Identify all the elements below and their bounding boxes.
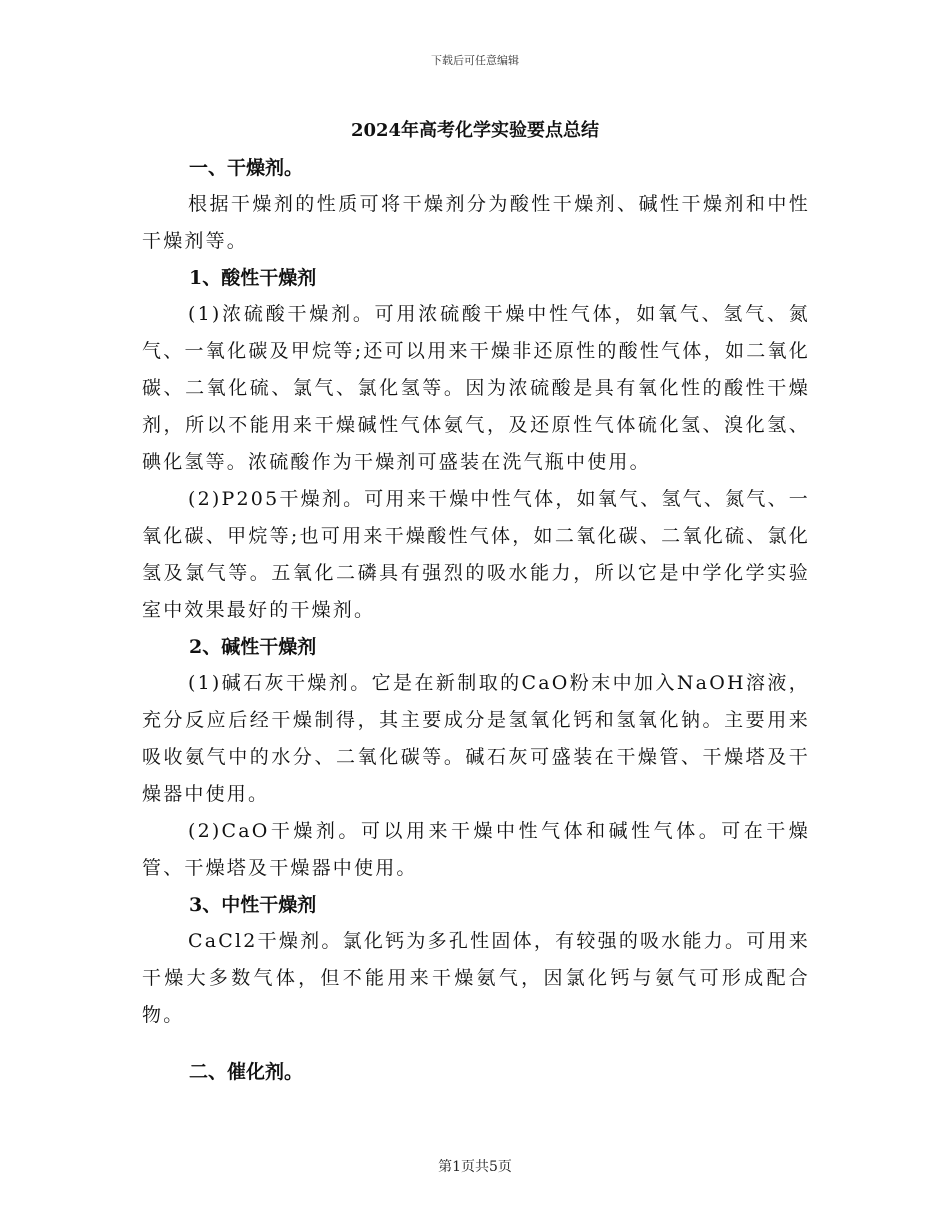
paragraph-desiccant-intro: 根据干燥剂的性质可将干燥剂分为酸性干燥剂、碱性干燥剂和中性干燥剂等。 [142,193,810,252]
paragraph-cacl2: CaCl2干燥剂。氯化钙为多孔性固体，有较强的吸水能力。可用来干燥大多数气体，但不能用来干燥氨气，因氯化钙与氨气可形成配合物。 [142,930,810,1026]
document-body [142,148,810,1090]
paragraph-soda-lime: (1)碱石灰干燥剂。它是在新制取的CaO粉末中加入NaOH溶液，充分反应后经干燥制得，其主要成分是氢氧化钙和氢氧化钠。主要用来吸收氨气中的水分、二氧化碳等。碱石灰可盛装在干燥管、干燥塔及干燥器中使用。 [142,672,810,805]
document-title: 2024年高考化学实验要点总结 [350,120,600,141]
section-heading-catalyst: 二、催化剂。 [189,1061,304,1083]
subheading-neutral-desiccant: 3、中性干燥剂 [189,894,317,916]
section-spacer [142,1034,810,1052]
paragraph-sulfuric-acid: (1)浓硫酸干燥剂。可用浓硫酸干燥中性气体，如氧气、氢气、氮气、一氧化碳及甲烷等;还可以用来干燥非还原性的酸性气体，如二氧化碳、二氧化硫、氯气、氯化氢等。因为浓硫酸是具有氧化性的酸性干燥剂，所以不能用来干燥碱性气体氨气，及还原性气体硫化氢、溴化氢、碘化氢等。浓硫酸作为干燥剂可盛装在洗气瓶中使用。 [142,303,810,473]
subheading-acid-desiccant: 1、酸性干燥剂 [189,267,317,289]
section-heading-desiccant: 一、干燥剂。 [189,157,304,179]
page-header-note: 下载后可任意编辑 [431,54,519,67]
paragraph-cao: (2)CaO干燥剂。可以用来干燥中性气体和碱性气体。可在干燥管、干燥塔及干燥器中使用。 [142,820,810,879]
page-number-footer: 第1页共5页 [438,1159,512,1175]
subheading-base-desiccant: 2、碱性干燥剂 [189,636,317,658]
paragraph-p2o5: (2)P205干燥剂。可用来干燥中性气体，如氧气、氢气、氮气、一氧化碳、甲烷等;也可用来干燥酸性气体，如二氧化碳、二氧化硫、氯化氢及氯气等。五氧化二磷具有强烈的吸水能力，所以它是中学化学实验室中效果最好的干燥剂。 [142,488,810,621]
